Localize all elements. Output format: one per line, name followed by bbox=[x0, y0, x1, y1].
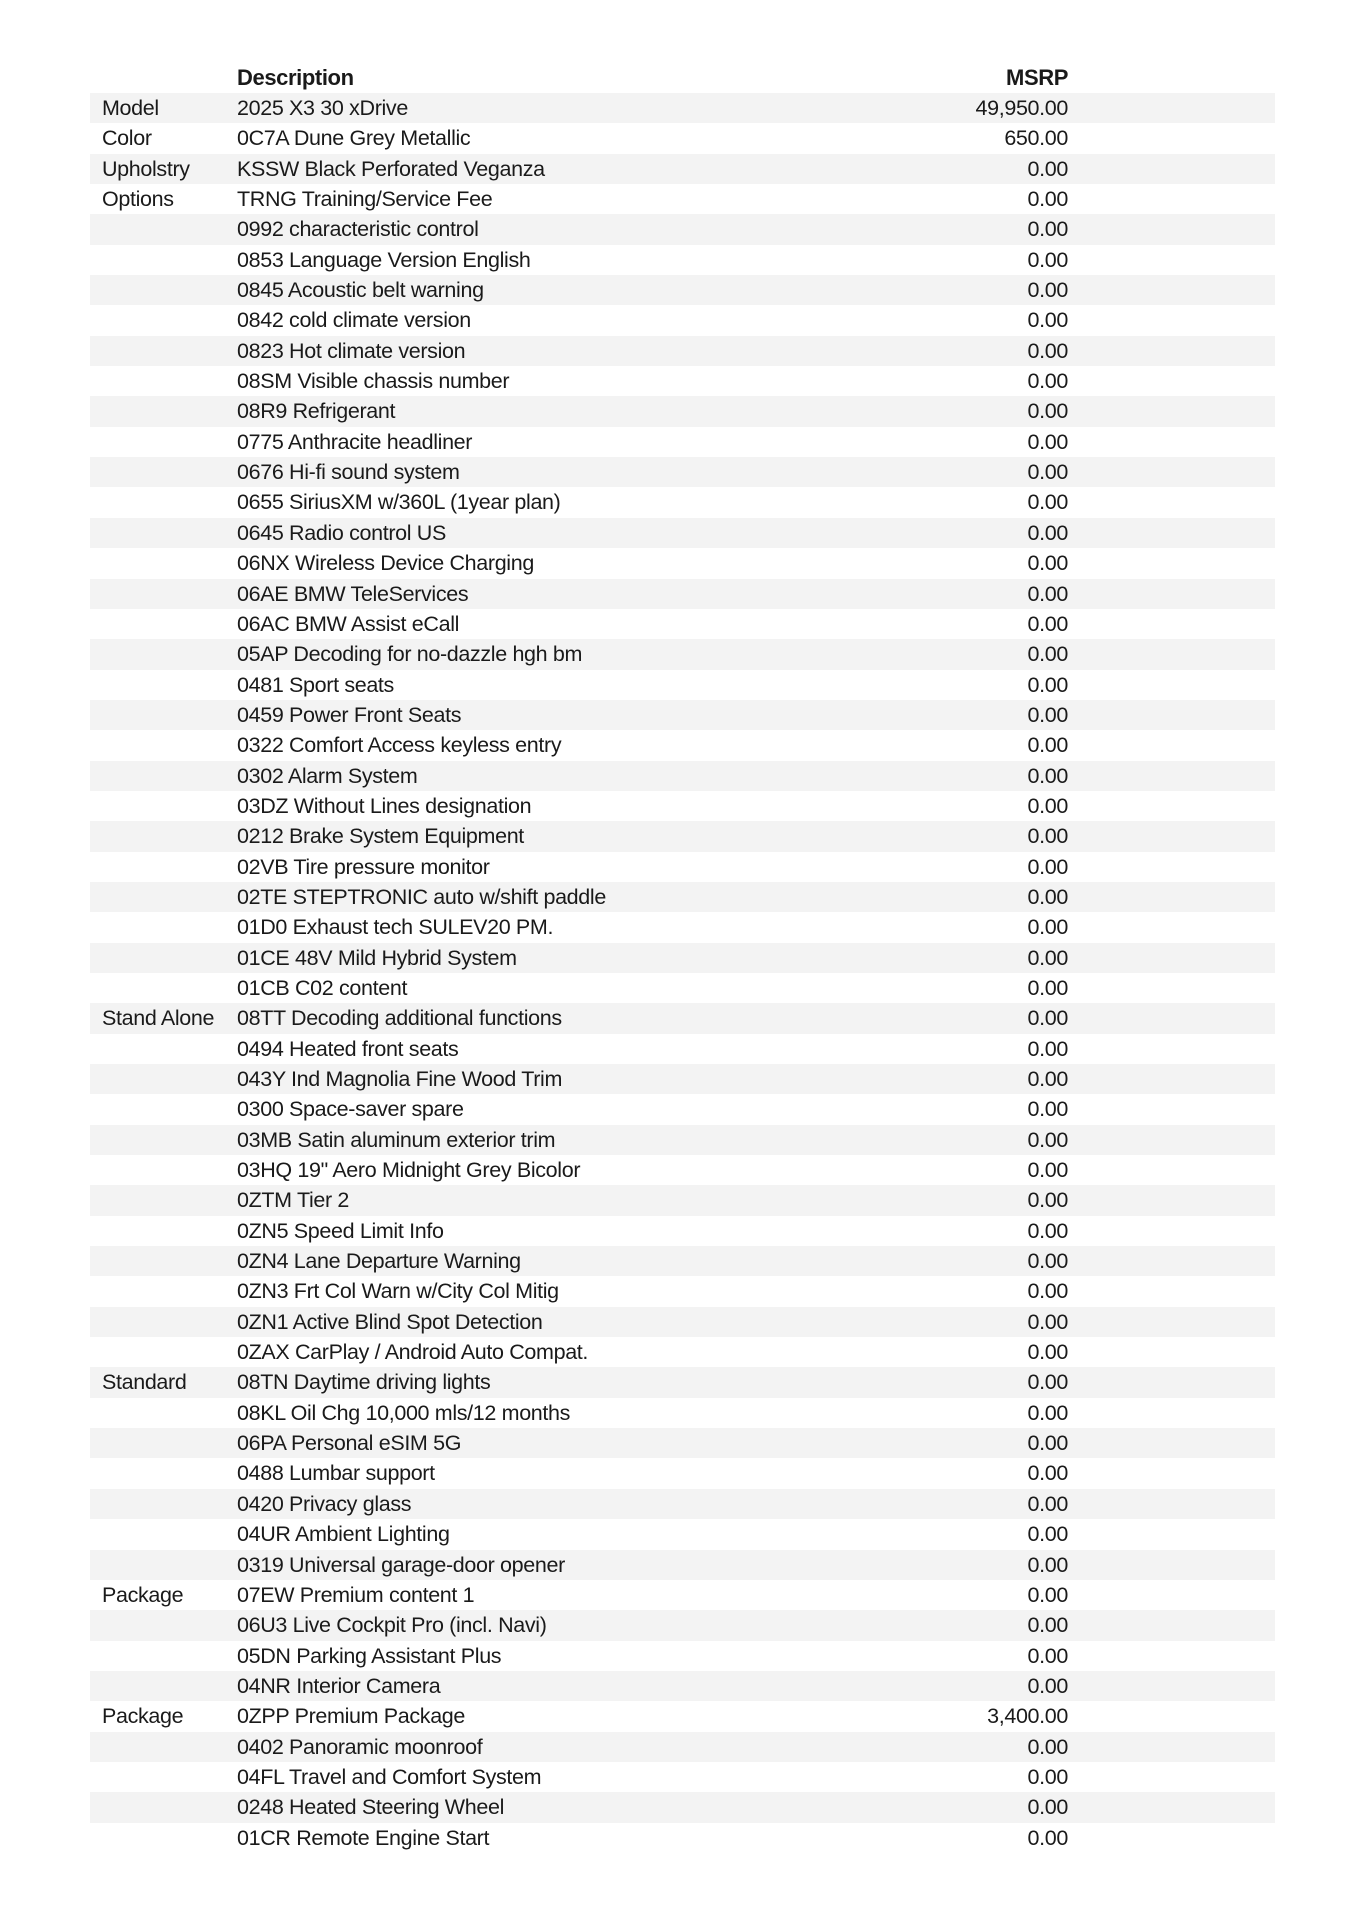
description-cell: 0494 Heated front seats bbox=[237, 1036, 459, 1061]
table-row bbox=[90, 852, 1275, 882]
table-row bbox=[90, 761, 1275, 791]
table-row bbox=[90, 305, 1275, 335]
description-cell: 03MB Satin aluminum exterior trim bbox=[237, 1127, 556, 1152]
msrp-cell: 0.00 bbox=[1027, 429, 1068, 454]
msrp-cell: 0.00 bbox=[1027, 1097, 1068, 1122]
table-row bbox=[90, 791, 1275, 821]
description-cell: 0402 Panoramic moonroof bbox=[237, 1734, 483, 1759]
msrp-cell: 0.00 bbox=[1027, 1491, 1068, 1516]
table-row bbox=[90, 579, 1275, 609]
description-cell: 0823 Hot climate version bbox=[237, 338, 466, 363]
description-cell: 06U3 Live Cockpit Pro (incl. Navi) bbox=[237, 1613, 547, 1638]
table-row bbox=[90, 1762, 1275, 1792]
table-row bbox=[90, 1823, 1275, 1853]
msrp-cell: 0.00 bbox=[1027, 520, 1068, 545]
msrp-cell: 0.00 bbox=[1027, 278, 1068, 303]
category-cell: Package bbox=[102, 1582, 184, 1607]
table-row bbox=[90, 336, 1275, 366]
description-cell: 08SM Visible chassis number bbox=[237, 369, 510, 394]
table-row bbox=[90, 366, 1275, 396]
description-cell: 0ZN4 Lane Departure Warning bbox=[237, 1249, 521, 1274]
msrp-cell: 0.00 bbox=[1027, 702, 1068, 727]
msrp-cell: 0.00 bbox=[1027, 824, 1068, 849]
description-cell: 0ZN3 Frt Col Warn w/City Col Mitig bbox=[237, 1279, 559, 1304]
msrp-cell: 0.00 bbox=[1027, 1158, 1068, 1183]
msrp-cell: 0.00 bbox=[1027, 1370, 1068, 1395]
description-cell: 06NX Wireless Device Charging bbox=[237, 551, 534, 576]
table-row bbox=[90, 184, 1275, 214]
table-row bbox=[90, 487, 1275, 517]
msrp-cell: 0.00 bbox=[1027, 1764, 1068, 1789]
msrp-cell: 0.00 bbox=[1027, 763, 1068, 788]
description-cell: 06AC BMW Assist eCall bbox=[237, 611, 460, 636]
table-row bbox=[90, 912, 1275, 942]
description-cell: 0C7A Dune Grey Metallic bbox=[237, 126, 471, 151]
description-cell: 0655 SiriusXM w/360L (1year plan) bbox=[237, 490, 561, 515]
table-row bbox=[90, 1337, 1275, 1367]
description-cell: 04FL Travel and Comfort System bbox=[237, 1764, 542, 1789]
description-cell: 0ZPP Premium Package bbox=[237, 1704, 466, 1729]
table-row bbox=[90, 730, 1275, 760]
msrp-cell: 0.00 bbox=[1027, 551, 1068, 576]
category-cell: Model bbox=[102, 96, 159, 120]
msrp-cell: 0.00 bbox=[1027, 1340, 1068, 1365]
table-row bbox=[90, 275, 1275, 305]
table-row bbox=[90, 1732, 1275, 1762]
description-cell: 0ZAX CarPlay / Android Auto Compat. bbox=[237, 1340, 589, 1365]
description-cell: 0212 Brake System Equipment bbox=[237, 824, 524, 849]
description-cell: 01CR Remote Engine Start bbox=[237, 1825, 490, 1850]
msrp-cell: 0.00 bbox=[1027, 187, 1068, 212]
description-cell: 0322 Comfort Access keyless entry bbox=[237, 733, 562, 758]
description-cell: 0676 Hi-fi sound system bbox=[237, 460, 460, 485]
table-row bbox=[90, 1458, 1275, 1488]
description-cell: 06AE BMW TeleServices bbox=[237, 581, 469, 606]
table-row bbox=[90, 1094, 1275, 1124]
description-cell: 0992 characteristic control bbox=[237, 217, 479, 242]
table-row bbox=[90, 700, 1275, 730]
table-header bbox=[90, 63, 1275, 93]
msrp-column-header: MSRP bbox=[1006, 65, 1068, 90]
description-cell: 01D0 Exhaust tech SULEV20 PM. bbox=[237, 915, 554, 940]
msrp-cell: 0.00 bbox=[1027, 308, 1068, 333]
table-row bbox=[90, 154, 1275, 184]
description-cell: 08R9 Refrigerant bbox=[237, 399, 396, 424]
msrp-cell: 3,400.00 bbox=[987, 1704, 1068, 1729]
msrp-cell: 0.00 bbox=[1027, 1127, 1068, 1152]
msrp-cell: 49,950.00 bbox=[975, 96, 1068, 120]
msrp-cell: 0.00 bbox=[1027, 1067, 1068, 1091]
msrp-cell: 0.00 bbox=[1027, 1249, 1068, 1274]
table-row bbox=[90, 1307, 1275, 1337]
table-row bbox=[90, 1064, 1275, 1094]
description-cell: 0842 cold climate version bbox=[237, 308, 471, 333]
msrp-cell: 0.00 bbox=[1027, 642, 1068, 667]
table-body bbox=[90, 93, 1275, 1853]
description-cell: 06PA Personal eSIM 5G bbox=[237, 1431, 462, 1456]
table-row bbox=[90, 1155, 1275, 1185]
msrp-cell: 650.00 bbox=[1004, 126, 1068, 151]
table-row bbox=[90, 518, 1275, 548]
description-cell: 03HQ 19" Aero Midnight Grey Bicolor bbox=[237, 1158, 581, 1183]
category-cell: Upholstry bbox=[102, 156, 190, 181]
description-cell: 0ZTM Tier 2 bbox=[237, 1188, 350, 1213]
table-row bbox=[90, 123, 1275, 153]
msrp-cell: 0.00 bbox=[1027, 1825, 1068, 1850]
table-row bbox=[90, 1034, 1275, 1064]
table-row bbox=[90, 427, 1275, 457]
description-cell: 02TE STEPTRONIC auto w/shift paddle bbox=[237, 884, 606, 909]
msrp-cell: 0.00 bbox=[1027, 1552, 1068, 1577]
table-row bbox=[90, 821, 1275, 851]
msrp-cell: 0.00 bbox=[1027, 490, 1068, 515]
msrp-cell: 0.00 bbox=[1027, 793, 1068, 818]
table-row bbox=[90, 548, 1275, 578]
msrp-cell: 0.00 bbox=[1027, 1461, 1068, 1486]
table-row bbox=[90, 1276, 1275, 1306]
table-row bbox=[90, 214, 1275, 244]
msrp-cell: 0.00 bbox=[1027, 338, 1068, 363]
table-row bbox=[90, 973, 1275, 1003]
table-row bbox=[90, 1792, 1275, 1822]
msrp-cell: 0.00 bbox=[1027, 1673, 1068, 1698]
description-cell: 04UR Ambient Lighting bbox=[237, 1522, 450, 1547]
description-cell: 0ZN5 Speed Limit Info bbox=[237, 1218, 444, 1243]
description-cell: 0775 Anthracite headliner bbox=[237, 429, 473, 454]
description-cell: 01CE 48V Mild Hybrid System bbox=[237, 945, 517, 970]
table-row bbox=[90, 396, 1275, 426]
table-row bbox=[90, 1125, 1275, 1155]
msrp-cell: 0.00 bbox=[1027, 1400, 1068, 1425]
msrp-cell: 0.00 bbox=[1027, 1613, 1068, 1638]
table-row bbox=[90, 1489, 1275, 1519]
msrp-cell: 0.00 bbox=[1027, 672, 1068, 697]
description-cell: 08TN Daytime driving lights bbox=[237, 1370, 491, 1395]
msrp-cell: 0.00 bbox=[1027, 247, 1068, 272]
description-cell: 0459 Power Front Seats bbox=[237, 702, 462, 727]
description-cell: 05DN Parking Assistant Plus bbox=[237, 1643, 502, 1668]
table-row bbox=[90, 1610, 1275, 1640]
description-cell: 0488 Lumbar support bbox=[237, 1461, 435, 1486]
price-sheet bbox=[90, 63, 1275, 1853]
table-row bbox=[90, 457, 1275, 487]
msrp-cell: 0.00 bbox=[1027, 369, 1068, 394]
table-row bbox=[90, 1185, 1275, 1215]
table-row bbox=[90, 1367, 1275, 1397]
msrp-cell: 0.00 bbox=[1027, 1431, 1068, 1456]
description-cell: 0ZN1 Active Blind Spot Detection bbox=[237, 1309, 543, 1334]
description-column-header: Description bbox=[237, 65, 354, 90]
msrp-cell: 0.00 bbox=[1027, 1218, 1068, 1243]
description-cell: TRNG Training/Service Fee bbox=[237, 187, 493, 212]
table-row bbox=[90, 93, 1275, 123]
table-row bbox=[90, 1641, 1275, 1671]
description-cell: 0853 Language Version English bbox=[237, 247, 531, 272]
msrp-cell: 0.00 bbox=[1027, 733, 1068, 758]
msrp-cell: 0.00 bbox=[1027, 1188, 1068, 1213]
table-row bbox=[90, 943, 1275, 973]
description-cell: 2025 X3 30 xDrive bbox=[237, 96, 408, 120]
msrp-cell: 0.00 bbox=[1027, 611, 1068, 636]
msrp-cell: 0.00 bbox=[1027, 975, 1068, 1000]
category-cell: Options bbox=[102, 187, 174, 212]
msrp-cell: 0.00 bbox=[1027, 1036, 1068, 1061]
table-row bbox=[90, 1398, 1275, 1428]
table-row bbox=[90, 882, 1275, 912]
description-cell: 0645 Radio control US bbox=[237, 520, 446, 545]
description-cell: 0420 Privacy glass bbox=[237, 1491, 412, 1516]
msrp-cell: 0.00 bbox=[1027, 854, 1068, 879]
table-row bbox=[90, 1701, 1275, 1731]
msrp-cell: 0.00 bbox=[1027, 460, 1068, 485]
msrp-cell: 0.00 bbox=[1027, 156, 1068, 181]
msrp-cell: 0.00 bbox=[1027, 399, 1068, 424]
description-cell: 0845 Acoustic belt warning bbox=[237, 278, 484, 303]
msrp-cell: 0.00 bbox=[1027, 1309, 1068, 1334]
msrp-cell: 0.00 bbox=[1027, 884, 1068, 909]
msrp-cell: 0.00 bbox=[1027, 945, 1068, 970]
description-cell: 08KL Oil Chg 10,000 mls/12 months bbox=[237, 1400, 571, 1425]
description-cell: 07EW Premium content 1 bbox=[237, 1582, 475, 1607]
description-cell: 0319 Universal garage-door opener bbox=[237, 1552, 565, 1577]
table-row bbox=[90, 1216, 1275, 1246]
table-row bbox=[90, 1428, 1275, 1458]
description-cell: 02VB Tire pressure monitor bbox=[237, 854, 490, 879]
table-row bbox=[90, 670, 1275, 700]
description-cell: 01CB C02 content bbox=[237, 975, 408, 1000]
category-cell: Package bbox=[102, 1704, 184, 1729]
msrp-cell: 0.00 bbox=[1027, 581, 1068, 606]
table-row bbox=[90, 1003, 1275, 1033]
msrp-cell: 0.00 bbox=[1027, 1734, 1068, 1759]
msrp-cell: 0.00 bbox=[1027, 1643, 1068, 1668]
category-cell: Color bbox=[102, 126, 152, 151]
description-cell: 08TT Decoding additional functions bbox=[237, 1006, 562, 1031]
msrp-cell: 0.00 bbox=[1027, 1582, 1068, 1607]
table-row bbox=[90, 245, 1275, 275]
table-row bbox=[90, 1246, 1275, 1276]
table-row bbox=[90, 1550, 1275, 1580]
table-row bbox=[90, 1519, 1275, 1549]
description-cell: 05AP Decoding for no-dazzle hgh bm bbox=[237, 642, 583, 667]
description-cell: 04NR Interior Camera bbox=[237, 1673, 441, 1698]
msrp-cell: 0.00 bbox=[1027, 1279, 1068, 1304]
description-cell: 0300 Space-saver spare bbox=[237, 1097, 464, 1122]
category-cell: Stand Alone bbox=[102, 1006, 215, 1031]
msrp-cell: 0.00 bbox=[1027, 217, 1068, 242]
description-cell: 0248 Heated Steering Wheel bbox=[237, 1795, 504, 1820]
msrp-cell: 0.00 bbox=[1027, 1795, 1068, 1820]
category-cell: Standard bbox=[102, 1370, 187, 1395]
description-cell: 043Y Ind Magnolia Fine Wood Trim bbox=[237, 1067, 563, 1091]
description-cell: 0481 Sport seats bbox=[237, 672, 394, 697]
table-row bbox=[90, 1671, 1275, 1701]
msrp-cell: 0.00 bbox=[1027, 1522, 1068, 1547]
description-cell: 03DZ Without Lines designation bbox=[237, 793, 532, 818]
table-row bbox=[90, 609, 1275, 639]
description-cell: 0302 Alarm System bbox=[237, 763, 418, 788]
msrp-cell: 0.00 bbox=[1027, 1006, 1068, 1031]
description-cell: KSSW Black Perforated Veganza bbox=[237, 156, 545, 181]
table-row bbox=[90, 639, 1275, 669]
table-row bbox=[90, 1580, 1275, 1610]
msrp-cell: 0.00 bbox=[1027, 915, 1068, 940]
